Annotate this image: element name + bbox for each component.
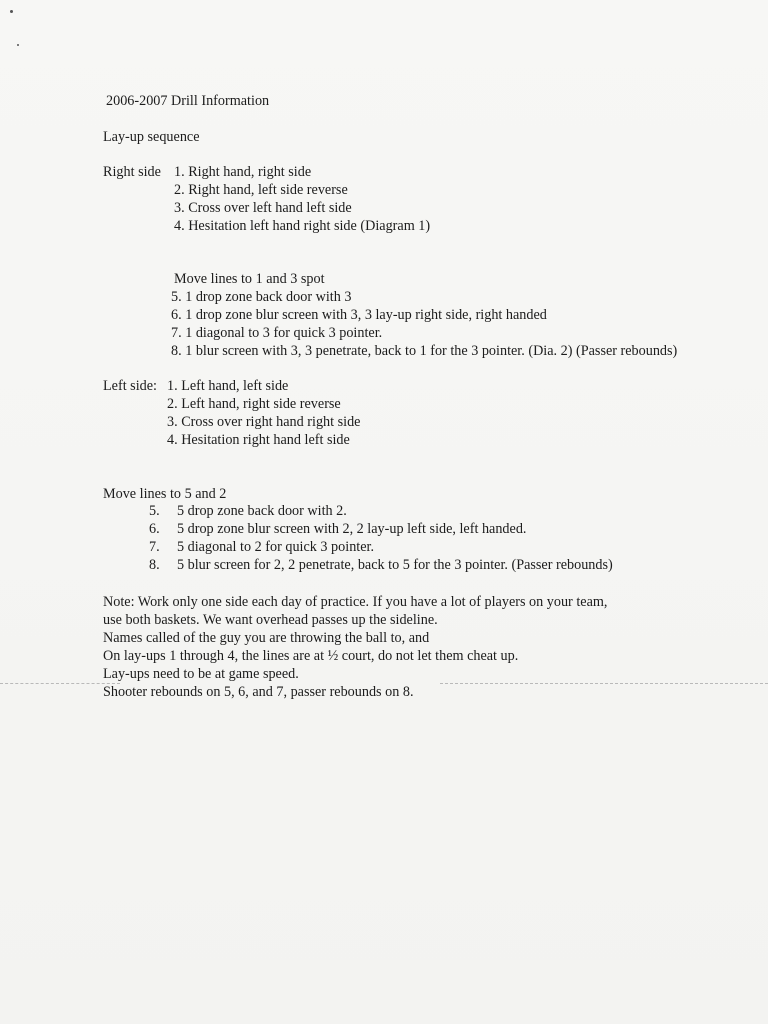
- right-side-label: Right side: [103, 164, 161, 180]
- scan-speck: [17, 44, 19, 46]
- scan-fold-line: [0, 683, 120, 684]
- left-side-drill-number: 6.: [149, 521, 160, 537]
- note-line: Lay-ups need to be at game speed.: [103, 666, 299, 682]
- left-side-drill-number: 8.: [149, 557, 160, 573]
- right-side-item: 2. Right hand, left side reverse: [174, 182, 348, 198]
- right-side-item: 4. Hesitation left hand right side (Diagram 1): [174, 218, 431, 234]
- left-side-drill-number: 5.: [149, 503, 160, 519]
- document-title: 2006-2007 Drill Information: [106, 93, 270, 109]
- scan-speck: [10, 10, 13, 13]
- right-side-drill: 5. 1 drop zone back door with 3: [171, 289, 352, 305]
- left-side-item: 4. Hesitation right hand left side: [167, 432, 350, 448]
- note-line: On lay-ups 1 through 4, the lines are at ½ court, do not let them cheat up.: [103, 648, 519, 664]
- right-side-item: 3. Cross over left hand left side: [174, 200, 352, 216]
- left-side-label: Left side:: [103, 378, 157, 394]
- note-line: Names called of the guy you are throwing the ball to, and: [103, 630, 430, 646]
- left-side-move-lines: Move lines to 5 and 2: [103, 486, 227, 502]
- left-side-drill: 5 drop zone back door with 2.: [177, 503, 347, 519]
- note-line: Shooter rebounds on 5, 6, and 7, passer rebounds on 8.: [103, 684, 414, 700]
- right-side-drill: 6. 1 drop zone blur screen with 3, 3 lay-up right side, right handed: [171, 307, 547, 323]
- note-line: use both baskets. We want overhead passes up the sideline.: [103, 612, 438, 628]
- left-side-drill-number: 7.: [149, 539, 160, 555]
- layup-heading: Lay-up sequence: [103, 129, 200, 145]
- right-side-drill: 8. 1 blur screen with 3, 3 penetrate, back to 1 for the 3 pointer. (Dia. 2) (Passer rebounds): [171, 343, 678, 359]
- left-side-drill: 5 blur screen for 2, 2 penetrate, back to 5 for the 3 pointer. (Passer rebounds): [177, 557, 613, 573]
- left-side-item: 3. Cross over right hand right side: [167, 414, 361, 430]
- note-line: Note: Work only one side each day of practice. If you have a lot of players on your team,: [103, 594, 608, 610]
- left-side-item: 2. Left hand, right side reverse: [167, 396, 341, 412]
- left-side-item: 1. Left hand, left side: [167, 378, 289, 394]
- left-side-drill: 5 drop zone blur screen with 2, 2 lay-up left side, left handed.: [177, 521, 527, 537]
- right-side-move-lines: Move lines to 1 and 3 spot: [174, 271, 325, 287]
- scan-fold-line: [440, 683, 768, 684]
- right-side-item: 1. Right hand, right side: [174, 164, 312, 180]
- right-side-drill: 7. 1 diagonal to 3 for quick 3 pointer.: [171, 325, 383, 341]
- left-side-drill: 5 diagonal to 2 for quick 3 pointer.: [177, 539, 375, 555]
